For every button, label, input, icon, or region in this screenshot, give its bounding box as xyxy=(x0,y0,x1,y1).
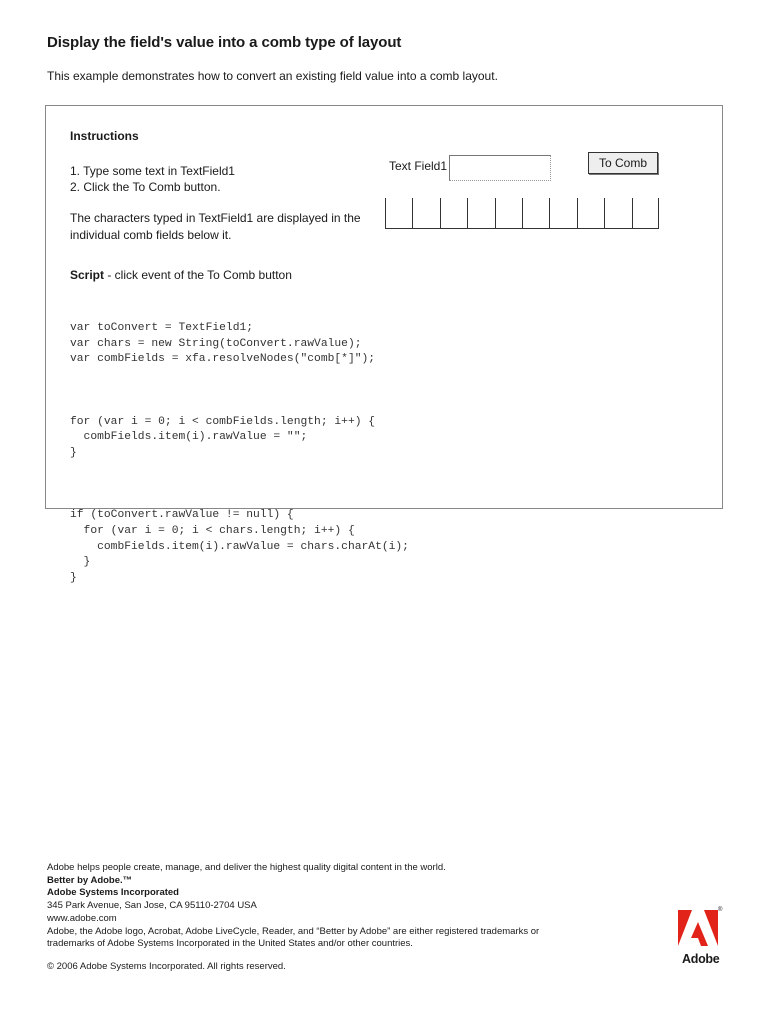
comb-field-row xyxy=(385,198,659,229)
comb-cell[interactable] xyxy=(522,198,549,228)
page-subtitle: This example demonstrates how to convert an existing field value into a comb layout. xyxy=(47,69,498,83)
footer-mission: Adobe helps people create, manage, and deliver the highest quality digital content in the world. xyxy=(47,862,446,873)
registered-mark: ® xyxy=(718,907,723,913)
example-panel xyxy=(45,105,723,584)
script-heading xyxy=(70,268,292,282)
comb-cell[interactable] xyxy=(604,198,631,228)
comb-cell[interactable] xyxy=(467,198,494,228)
script-code xyxy=(70,290,409,617)
script-heading-rest: - click event of the To Comb button xyxy=(104,268,292,282)
comb-cell[interactable] xyxy=(632,198,659,228)
comb-cell[interactable] xyxy=(440,198,467,228)
instruction-description: The characters typed in TextField1 are displayed in the individual comb fields below it. xyxy=(70,211,361,242)
comb-cell[interactable] xyxy=(549,198,576,228)
to-comb-button[interactable]: To Comb xyxy=(588,152,658,174)
footer-trademark: Adobe, the Adobe logo, Acrobat, Adobe LiveCycle, Reader, and “Better by Adobe” are either registered trademarks or trademarks of Adobe Systems Incorporated in the United States and/or other countries. xyxy=(47,925,540,950)
adobe-logo-icon xyxy=(678,910,718,946)
code-block-clear-loop: for (var i = 0; i < combFields.length; i++) { combFields.item(i).rawValue = ""; } xyxy=(70,415,376,459)
instruction-step-1: 1. Type some text in TextField1 xyxy=(70,164,235,178)
comb-cell[interactable] xyxy=(495,198,522,228)
adobe-wordmark: Adobe xyxy=(682,952,720,966)
comb-cell[interactable] xyxy=(412,198,439,228)
footer-company: Adobe Systems Incorporated xyxy=(47,887,179,899)
page-title: Display the field's value into a comb type of layout xyxy=(47,34,402,51)
code-block-declarations: var toConvert = TextField1; var chars = new String(toConvert.rawValue); var combFields = xfa.resolveNodes("comb[*]"); xyxy=(70,322,376,366)
text-field1-label: Text Field1 xyxy=(389,159,448,173)
footer-website[interactable]: www.adobe.com xyxy=(47,912,117,924)
code-block-fill-loop: if (toConvert.rawValue != null) { for (var i = 0; i < chars.length; i++) { combFields.item(i).rawValue = chars.charAt(i); } } xyxy=(70,509,409,584)
comb-cell[interactable] xyxy=(385,198,412,228)
comb-cell[interactable] xyxy=(577,198,604,228)
text-field1-input[interactable] xyxy=(449,155,551,181)
adobe-logo xyxy=(678,907,726,966)
instructions-heading: Instructions xyxy=(70,129,139,143)
footer-copyright: © 2006 Adobe Systems Incorporated. All rights reserved. xyxy=(47,960,286,972)
instruction-step-2: 2. Click the To Comb button. xyxy=(70,180,221,194)
footer-tagline: Better by Adobe.™ xyxy=(47,874,133,886)
footer-address: 345 Park Avenue, San Jose, CA 95110-2704 USA xyxy=(47,900,257,912)
footer xyxy=(47,862,587,974)
script-heading-bold: Script xyxy=(70,268,105,282)
